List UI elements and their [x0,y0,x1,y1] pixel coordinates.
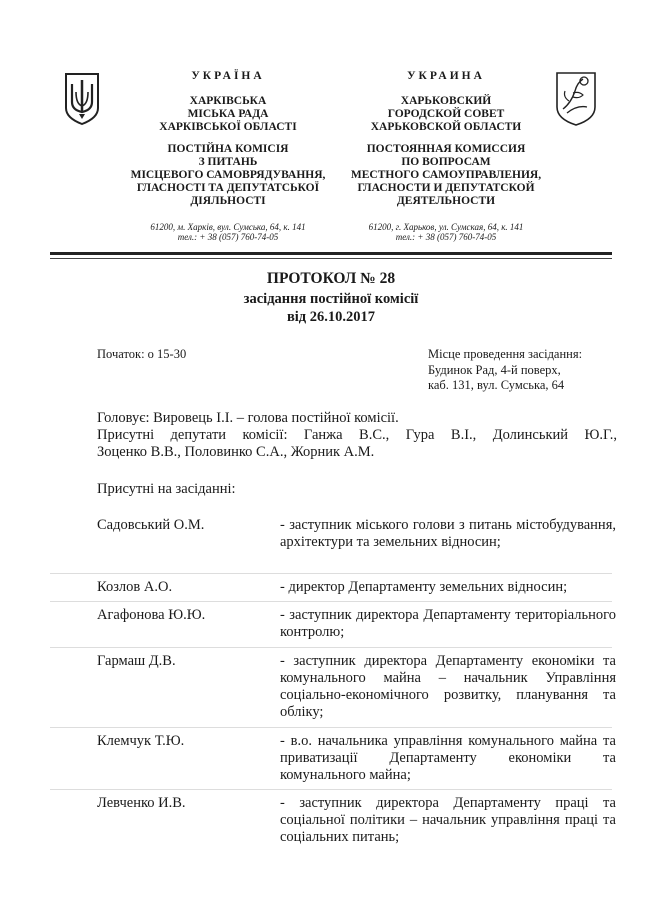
attendee-name: Клемчук Т.Ю. [97,733,185,749]
protocol-date: від 26.10.2017 [286,309,376,325]
left-header [112,70,344,208]
attendee-name: Козлов А.О. [97,579,173,595]
attendee-role: - заступник директора Департаменту територіального контролю; [280,607,616,640]
right-header [330,70,562,208]
present-deputies-line: Зоценко В.В., Половинко С.А., Жорник А.М. [97,444,375,460]
left-phone: тел.: + 38 (057) 760-74-05 [177,232,279,242]
chair-line: Головує: Вировець І.І. – голова постійної комісії. [97,410,399,426]
right-address-block [330,222,562,242]
attendee-role: - заступник директора Департаменту економіки та комунального майна – начальник Управління соціально-економічного розвитку, планування та обліку; [280,653,616,720]
meeting-place-label: Місце проведення засідання: [428,347,583,361]
attendee-name: Садовський О.М. [97,517,205,533]
left-council-line: МІСЬКА РАДА [187,108,269,120]
meeting-start: Початок: о 15-30 [97,347,187,361]
meeting-place-line: Будинок Рад, 4-й поверх, [428,362,561,377]
header-divider-thin [50,258,612,259]
attendee-role: - заступник міського голови з питань містобудування, архітектури та земельних відносин; [280,517,616,550]
attendee-name: Агафонова Ю.Ю. [97,607,206,623]
right-country: УКРАИНА [407,70,485,82]
attendee-role: - заступник директора Департаменту праці та соціальної політики – начальник управління праці та соціальних питань; [280,795,616,845]
left-address-block [112,222,344,242]
meeting-place-line: каб. 131, вул. Сумська, 64 [428,378,565,392]
attendee-name: Левченко И.В. [97,795,186,811]
left-council-line: ХАРКІВСЬКА [189,95,267,107]
right-commission-line: ДЕЯТЕЛЬНОСТИ [396,195,496,207]
meeting-place [428,347,613,394]
present-deputies-line: Присутні депутати комісії: Ганжа В.С., Гура В.І., Долинський Ю.Г., [97,427,617,443]
left-commission-line: ДІЯЛЬНОСТІ [190,195,266,207]
left-commission-line: З ПИТАНЬ [198,156,258,168]
attendee-role: - директор Департаменту земельних відносин; [280,579,568,595]
left-council-line: ХАРКІВСЬКОЇ ОБЛАСТІ [159,121,297,133]
left-commission-line: ГЛАСНОСТІ ТА ДЕПУТАТСЬКОЇ [136,182,320,194]
header-divider-thick [50,252,612,255]
left-commission-line: ПОСТІЙНА КОМІСІЯ [167,143,289,155]
right-phone: тел.: + 38 (057) 760-74-05 [395,232,497,242]
right-commission-line: ПОСТОЯННАЯ КОМИССИЯ [366,143,526,155]
right-council-line: ГОРОДСКОЙ СОВЕТ [387,108,505,120]
protocol-subtitle: засідання постійної комісії [243,291,419,307]
right-commission-line: МЕСТНОГО САМОУПРАВЛЕНИЯ, [350,169,542,181]
right-address: 61200, г. Харьков, ул. Сумская, 64, к. 141 [368,222,524,232]
row-divider [50,727,612,728]
protocol-title: ПРОТОКОЛ № 28 [266,270,396,287]
left-commission-line: МІСЦЕВОГО САМОВРЯДУВАННЯ, [130,169,326,181]
row-divider [50,601,612,602]
row-divider [50,647,612,648]
right-council-line: ХАРЬКОВСКОЙ ОБЛАСТИ [370,121,522,133]
left-address: 61200, м. Харків, вул. Сумська, 64, к. 141 [150,222,306,232]
ukraine-emblem-icon [63,72,101,126]
row-divider [50,573,612,574]
attendee-name: Гармаш Д.В. [97,653,176,669]
right-council-line: ХАРЬКОВСКИЙ [400,95,492,107]
attendee-role: - в.о. начальника управління комунального майна та приватизації Департаменту економіки та комунального майна; [280,733,616,783]
present-label: Присутні на засіданні: [97,481,236,497]
right-commission-line: ГЛАСНОСТИ И ДЕПУТАТСКОЙ [357,182,535,194]
right-commission-line: ПО ВОПРОСАМ [401,156,491,168]
row-divider [50,789,612,790]
left-country: УКРАЇНА [191,70,265,82]
